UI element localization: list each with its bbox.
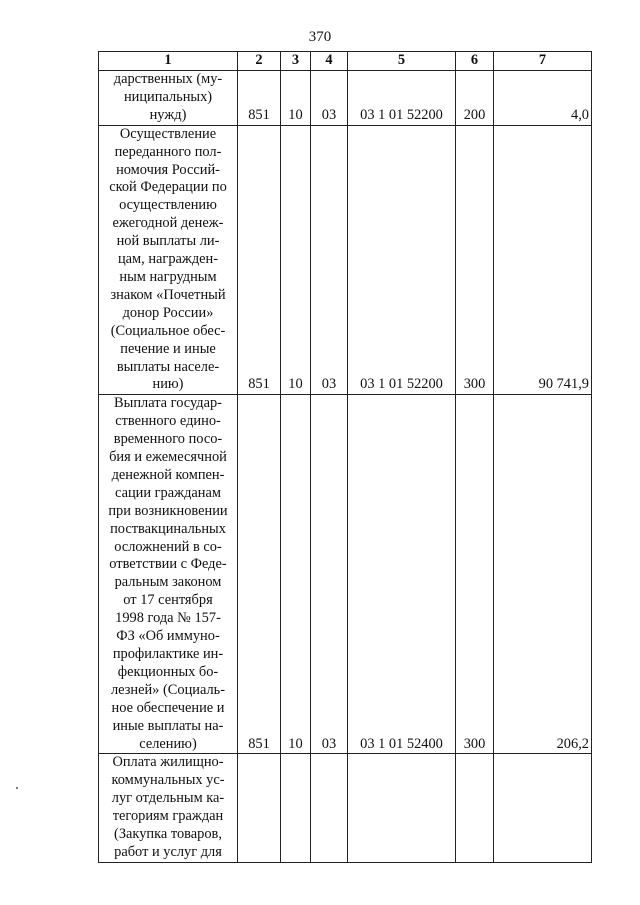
header-col-7: 7 (494, 52, 592, 71)
row-col3 (281, 754, 311, 863)
header-col-6: 6 (456, 52, 494, 71)
scan-speck (16, 787, 18, 789)
table-row (99, 125, 592, 395)
header-row (99, 52, 592, 71)
row-col6: 300 (456, 125, 494, 395)
row-name: Осуществление переданного пол- номочия Россий- ской Федерации по осуществлению ежегодной денеж- ной выплаты ли- цам, награжден- ным нагрудным знаком «Почетный донор России» (Социальное обес- печение и иные выплаты населе- нию) (99, 125, 238, 395)
row-col2: 851 (238, 395, 281, 754)
row-name: Выплата государ- ственного едино- временного посо- бия и ежемесячной денежной компен- сации гражданам при возникновении поствакцинальных осложнений в со- ответствии с Феде- ральным законом от 17 сентября 1998 года № 157- ФЗ «Об иммуно- профилактике ин- фекционных бо- лезней» (Социаль- ное обеспечение и иные выплаты на- селению) (99, 395, 238, 754)
row-amount (494, 754, 592, 863)
row-name: Оплата жилищно- коммунальных ус- луг отдельным ка- тегориям граждан (Закупка товаров, работ и услуг для (99, 754, 238, 863)
row-col4: 03 (311, 71, 348, 126)
row-col3: 10 (281, 71, 311, 126)
row-col6: 200 (456, 71, 494, 126)
row-col2: 851 (238, 71, 281, 126)
row-amount: 4,0 (494, 71, 592, 126)
header-col-4: 4 (311, 52, 348, 71)
row-col2 (238, 754, 281, 863)
header-col-5: 5 (348, 52, 456, 71)
row-col4: 03 (311, 395, 348, 754)
row-col3: 10 (281, 395, 311, 754)
row-col3: 10 (281, 125, 311, 395)
row-col6: 300 (456, 395, 494, 754)
page-number: 370 (308, 29, 332, 45)
row-col4: 03 (311, 125, 348, 395)
header-col-1: 1 (99, 52, 238, 71)
row-amount: 206,2 (494, 395, 592, 754)
row-col4 (311, 754, 348, 863)
row-amount: 90 741,9 (494, 125, 592, 395)
table-row (99, 395, 592, 754)
row-col5: 03 1 01 52400 (348, 395, 456, 754)
row-col5: 03 1 01 52200 (348, 125, 456, 395)
header-col-2: 2 (238, 52, 281, 71)
header-col-3: 3 (281, 52, 311, 71)
row-col6 (456, 754, 494, 863)
row-col5 (348, 754, 456, 863)
row-name: дарственных (му- ниципальных) нужд) (99, 71, 238, 126)
row-col2: 851 (238, 125, 281, 395)
table-row (99, 71, 592, 126)
row-col5: 03 1 01 52200 (348, 71, 456, 126)
budget-table (98, 51, 592, 863)
table-row (99, 754, 592, 863)
